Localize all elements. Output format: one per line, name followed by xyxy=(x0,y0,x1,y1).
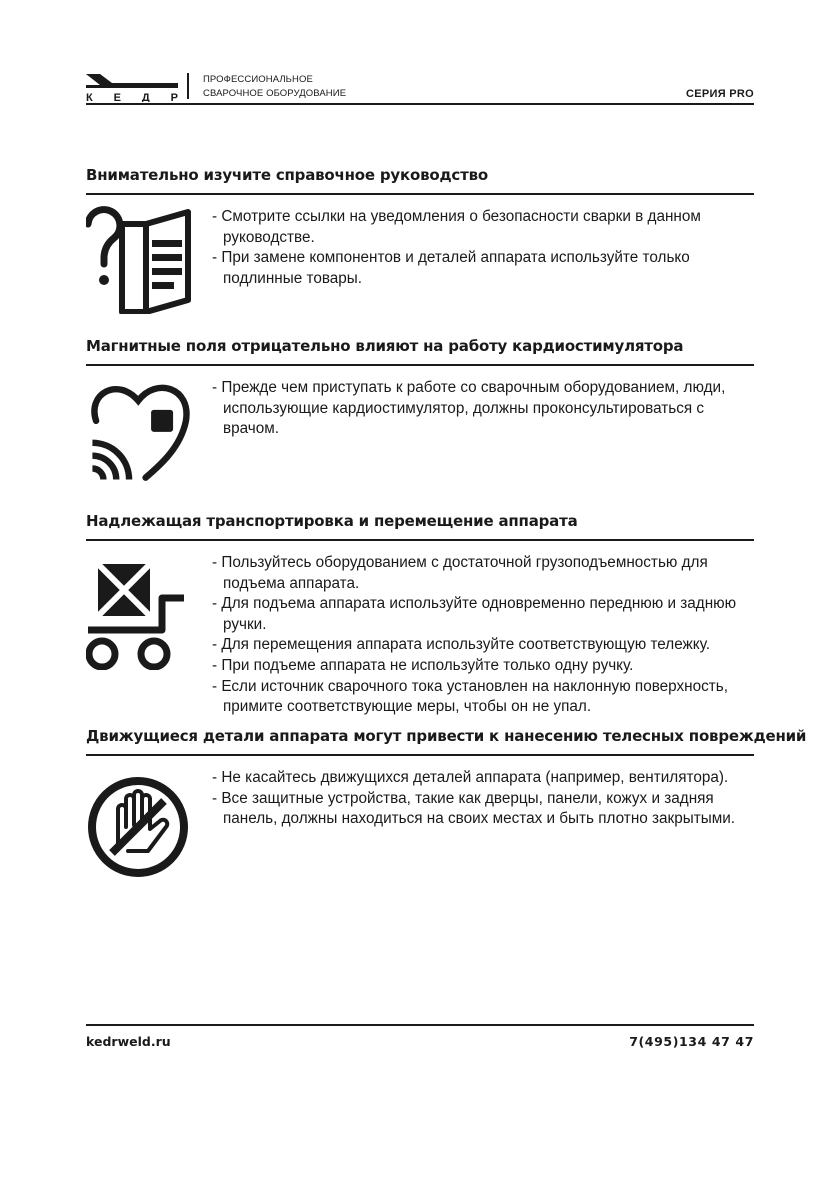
tagline xyxy=(203,73,346,101)
kedr-logo xyxy=(86,74,178,102)
section-title: Движущиеся детали аппарата могут привести к нанесению телесных повреждений xyxy=(86,727,807,745)
manual-question-icon xyxy=(86,204,196,314)
pacemaker-heart-icon xyxy=(86,375,196,485)
section-manual xyxy=(86,166,754,326)
bullet-item: - Если источник сварочного тока установлен на наклонную поверхность, примите соответствующие меры, чтобы он не упал. xyxy=(212,677,757,718)
bullet-item: - Прежде чем приступать к работе со сварочным оборудованием, люди, использующие кардиостимулятор, должны проконсультироваться с врачом. xyxy=(212,378,757,440)
footer-rule xyxy=(86,1024,754,1026)
phone-number: 7(495)134 47 47 xyxy=(629,1034,754,1049)
bullet-item: - Для перемещения аппарата используйте соответствующую тележку. xyxy=(212,635,757,656)
cart-box-icon xyxy=(86,560,186,670)
tagline-line2: СВАРОЧНОЕ ОБОРУДОВАНИЕ xyxy=(203,88,347,99)
bullet-item: - Пользуйтесь оборудованием с достаточной грузоподъемностью для подъема аппарата. xyxy=(212,553,757,594)
section-title: Магнитные поля отрицательно влияют на работу кардиостимулятора xyxy=(86,337,684,355)
bullet-list xyxy=(212,768,757,830)
bullet-item: - При замене компонентов и деталей аппарата используйте только подлинные товары. xyxy=(212,248,757,289)
website-link[interactable]: kedrweld.ru xyxy=(86,1034,171,1049)
header-rule xyxy=(86,103,754,105)
section-title: Надлежащая транспортировка и перемещение аппарата xyxy=(86,512,578,530)
section-rule xyxy=(86,364,754,366)
bullet-list xyxy=(212,378,757,440)
logo-separator xyxy=(187,73,189,99)
section-title: Внимательно изучите справочное руководство xyxy=(86,166,488,184)
bullet-list xyxy=(212,207,757,289)
section-transport xyxy=(86,512,754,716)
no-hand-icon xyxy=(86,769,190,881)
bullet-item: - Не касайтесь движущихся деталей аппарата (например, вентилятора). xyxy=(212,768,757,789)
bullet-item: - Все защитные устройства, такие как дверцы, панели, кожух и задняя панель, должны находиться на своих местах и быть плотно закрытыми. xyxy=(212,789,757,830)
section-pacemaker xyxy=(86,337,754,497)
section-rule xyxy=(86,193,754,195)
tagline-line1: ПРОФЕССИОНАЛЬНОЕ xyxy=(203,74,313,85)
bullet-item: - Смотрите ссылки на уведомления о безопасности сварки в данном руководстве. xyxy=(212,207,757,248)
logo-letters: К Е Д Р xyxy=(86,92,178,102)
section-moving-parts xyxy=(86,727,807,897)
section-rule xyxy=(86,754,754,756)
bullet-list xyxy=(212,553,757,718)
series-label: СЕРИЯ PRO xyxy=(685,88,754,100)
bullet-item: - Для подъема аппарата используйте одновременно переднюю и заднюю ручки. xyxy=(212,594,757,635)
page-header xyxy=(86,70,754,104)
section-rule xyxy=(86,539,754,541)
bullet-item: - При подъеме аппарата не используйте только одну ручку. xyxy=(212,656,757,677)
